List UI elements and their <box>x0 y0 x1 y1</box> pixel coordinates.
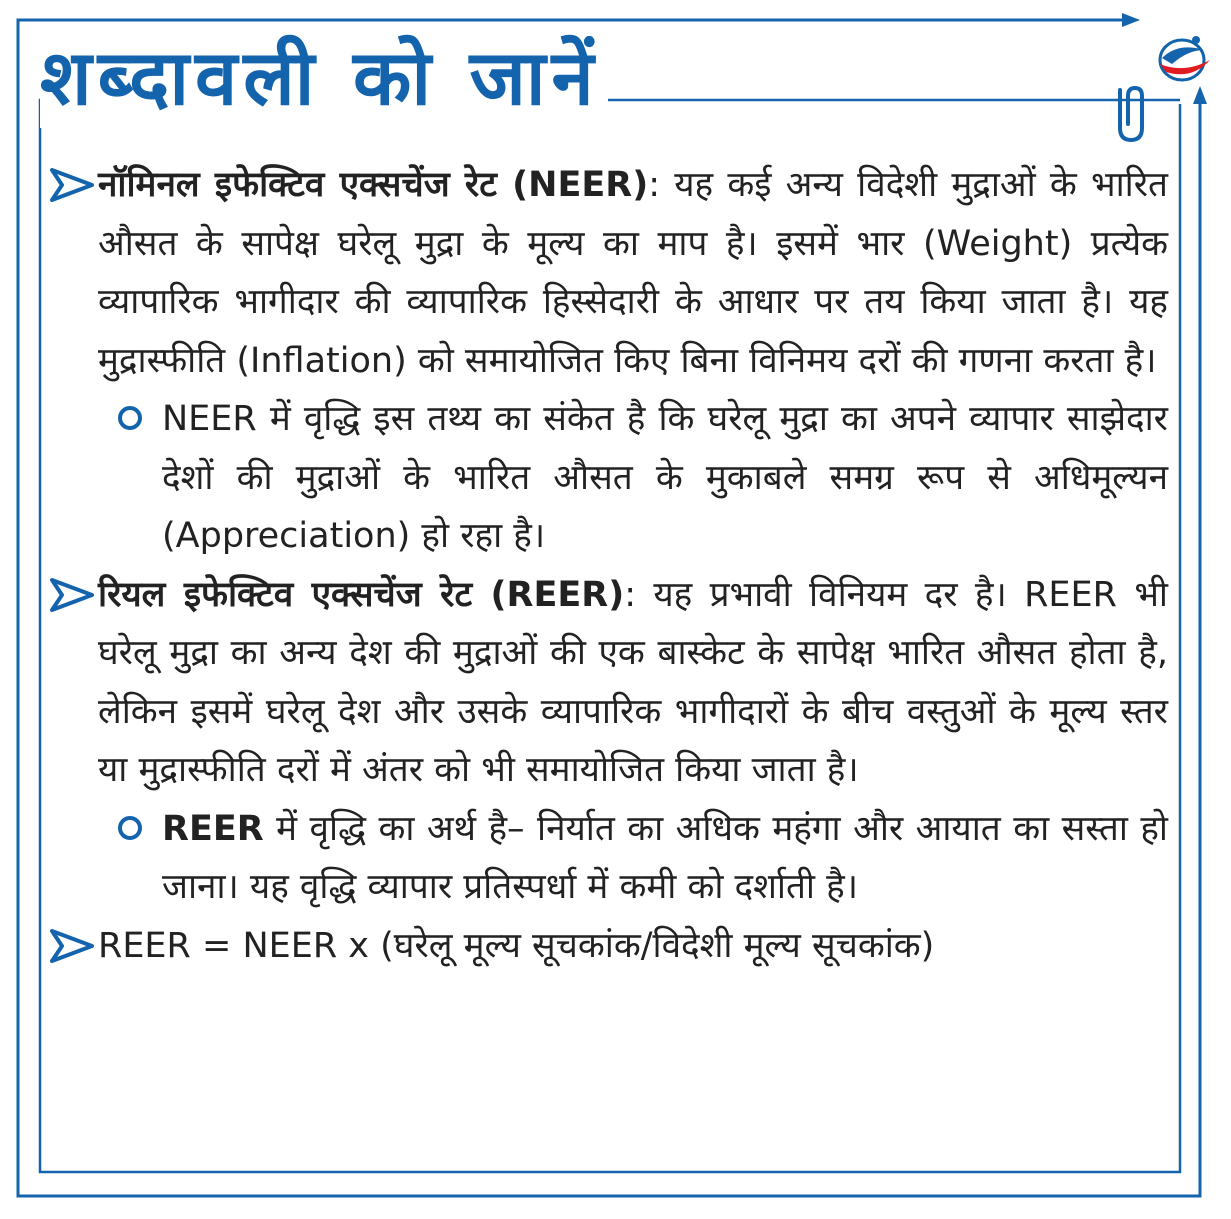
glossary-subpoint-reer <box>50 800 1168 917</box>
glossary-definition: : यह कई अन्य विदेशी मुद्राओं के भारित औसत के सापेक्ष घरेलू मुद्रा के मूल्य का माप है। इसमें भार (Weight) प्रत्येक व्यापारिक भागीदार की व्यापारिक हिस्सेदारी के आधार पर तय किया जाता है। यह मुद्रास्फीति (Inflation) को समायोजित किए बिना विनिमय दरों की गणना करता है। <box>98 165 1168 381</box>
circle-bullet-icon <box>118 406 142 430</box>
subpoint-term: REER <box>162 808 264 849</box>
page-title: शब्दावली को जानें <box>40 28 608 128</box>
glossary-item-neer <box>50 156 1168 390</box>
glossary-term: रियल इफेक्टिव एक्सचेंज रेट (REER) <box>98 574 625 615</box>
subpoint-text: में वृद्धि इस तथ्य का संकेत है कि घरेलू मुद्रा का अपने व्यापार साझेदार देशों की मुद्राओं के भारित औसत के मुकाबले समग्र रूप से अधिमूल्यन (Appreciation) हो रहा है। <box>162 399 1168 556</box>
arrow-bullet-icon <box>50 578 94 612</box>
arrow-bullet-icon <box>50 929 94 963</box>
arrow-bullet-icon <box>50 168 94 202</box>
logo-icon <box>1148 20 1218 90</box>
subpoint-term: NEER <box>162 399 257 439</box>
glossary-term: नॉमिनल इफेक्टिव एक्सचेंज रेट (NEER) <box>98 165 649 205</box>
glossary-item-formula <box>50 917 1168 976</box>
glossary-item-reer <box>50 566 1168 800</box>
paperclip-icon <box>1120 88 1142 140</box>
circle-bullet-icon <box>118 816 142 840</box>
glossary-content <box>50 156 1168 975</box>
subpoint-text: में वृद्धि का अर्थ है– निर्यात का अधिक महंगा और आयात का सस्ता हो जाना। यह वृद्धि व्यापार प्रतिस्पर्धा में कमी को दर्शाती है। <box>162 808 1168 907</box>
formula-text: REER = NEER x (घरेलू मूल्य सूचकांक/विदेशी मूल्य सूचकांक) <box>98 925 935 966</box>
glossary-subpoint-neer <box>50 390 1168 566</box>
glossary-definition: : यह प्रभावी विनियम दर है। REER भी घरेलू मुद्रा का अन्य देश की मुद्राओं की एक बास्केट के सापेक्ष भारित औसत होता है, लेकिन इसमें घरेलू देश और उसके व्यापारिक भागीदारों के बीच वस्तुओं के मूल्य स्तर या मुद्रास्फीति दरों में अंतर को भी समायोजित किया जाता है। <box>98 574 1168 790</box>
